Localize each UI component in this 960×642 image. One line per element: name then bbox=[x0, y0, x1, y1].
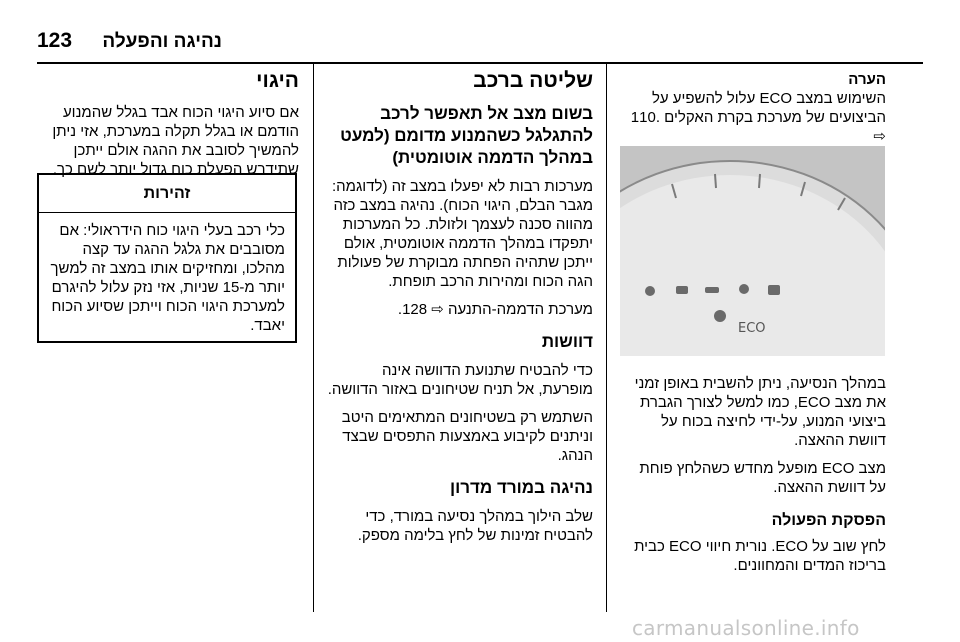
pedals-heading: דוושות bbox=[541, 332, 593, 351]
page-title: נהיגה והפעלה bbox=[102, 31, 222, 52]
reactivate-text: מצב ECO מופעל מחדש כשהלחץ פוחת על דוושת ההאצה. bbox=[639, 460, 886, 496]
eco-column bbox=[620, 70, 886, 155]
instrument-cluster-illustration bbox=[620, 146, 885, 356]
stop-text: לחץ שוב על ECO. נורית חיווי ECO כבית בריכוז המדים והמחוונים. bbox=[634, 538, 886, 574]
stop-heading: הפסקת הפעולה bbox=[771, 512, 886, 529]
steering-column bbox=[37, 68, 299, 188]
pedals-text-1: כדי להבטיח שתנועת הדוושה אינה מופרעת, אל תניח שטיחונים באזור הדוושה. bbox=[327, 362, 593, 398]
dashboard-image bbox=[620, 146, 885, 356]
intro-text: מערכות רבות לא יפעלו במצב זה (לדוגמה: מגבר הבלם, היגוי הכוח). נהיגה במצב כזה מהווה סכנה לעצמך ולזולת. כל המערכות יתפקדו במהלך הדממה אוטומטית, אולם ייתכן שתהיה הפחתה מבוקרת של פעולות הגה הכוח ומהירות הרכב תופחת. bbox=[331, 178, 593, 290]
driving-column bbox=[327, 68, 593, 554]
warning-text: כלי רכב בעלי היגוי כוח הידראולי: אם מסובבים את גלגל ההגה עד קצה מהלכו, ומחזיקים אותו במצב זה למשך יותר מ-15 שניות, אזי נזק עלול להיגרם למערכת היגוי הכוח וייתכן שסיוע הכוח יאבד. bbox=[50, 222, 285, 334]
downhill-heading: נהיגה במורד מדרון bbox=[449, 478, 593, 497]
intro-heading: בשום מצב אל תאפשר לרכב להתגלגל כשהמנוע מדומם (למעט במהלך הדממה אוטומטית) bbox=[340, 104, 593, 167]
header-divider bbox=[37, 62, 923, 64]
watermark: carmanualsonline.info bbox=[632, 616, 860, 640]
stop-start-reference: מערכת הדממה-התנעה ⇨ 128. bbox=[397, 301, 593, 318]
warning-title: זהירות bbox=[39, 175, 295, 213]
note-heading: הערה bbox=[848, 71, 886, 88]
steering-text: אם סיוע היגוי הכוח אבד בגלל שהמנוע הודמם או בגלל תקלה במערכת, אזי ניתן להמשיך לסובב את ההגה אולם ייתכן שתידרש הפעלת כוח גדול יותר לשם כך. bbox=[52, 104, 299, 178]
column-divider-right bbox=[606, 64, 607, 612]
driving-title: שליטה ברכב bbox=[473, 69, 593, 92]
page-number: 123 bbox=[37, 29, 73, 52]
pedals-text-2: השתמש רק בשטיחונים המתאימים היטב וניתנים לקיבוע באמצעות התפסים שבצד הנהג. bbox=[341, 409, 593, 464]
eco-column-lower bbox=[620, 374, 886, 584]
column-divider-left bbox=[313, 64, 314, 612]
note-text: השימוש במצב ECO עלול להשפיע על הביצועים של מערכת בקרת האקלים .110 ⇨ bbox=[630, 90, 886, 145]
override-text: במהלך הנסיעה, ניתן להשבית באופן זמני את מצב ECO, כמו למשל לצורך הגברת ביצועי המנוע, על-ידי לחיצה בכוח על דוושת ההאצה. bbox=[634, 375, 886, 449]
downhill-text: שלב הילוך במהלך נסיעה במורד, כדי להבטיח זמינות של לחץ בלימה מספק. bbox=[357, 508, 593, 544]
warning-box bbox=[37, 173, 297, 343]
eco-indicator-label: ECO bbox=[738, 321, 766, 336]
steering-title: היגוי bbox=[256, 69, 299, 92]
